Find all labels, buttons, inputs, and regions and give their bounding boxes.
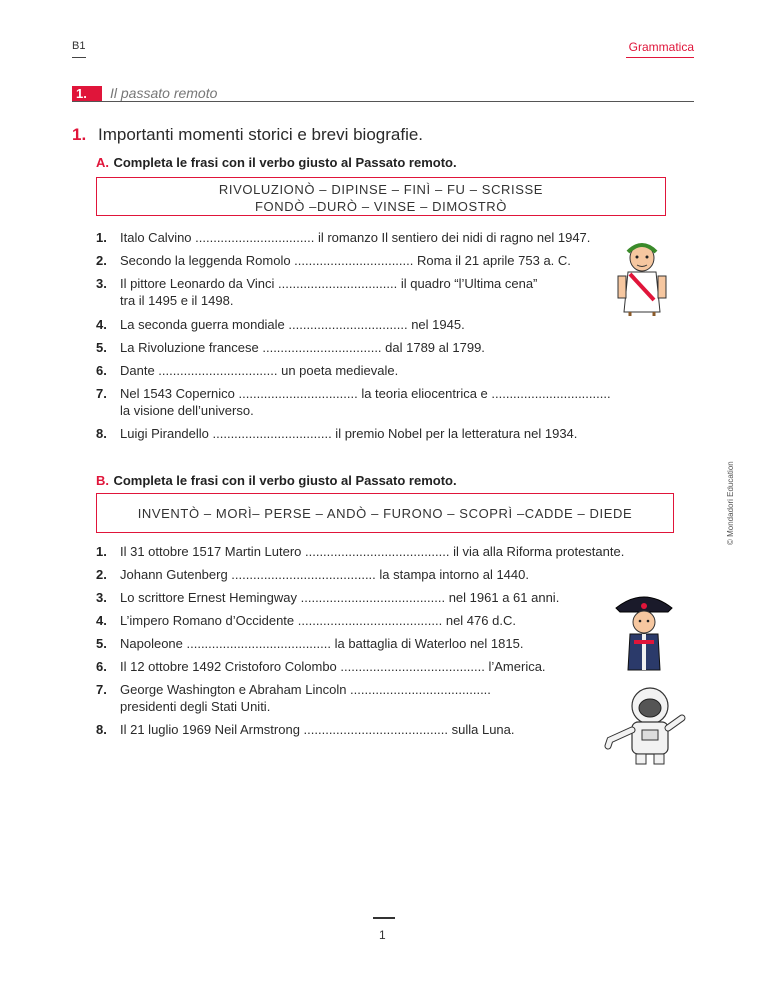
item-number: 8. (96, 722, 107, 737)
list-item (96, 721, 686, 738)
list-item (96, 316, 686, 333)
item-text-continued: la visione dell’universo. (120, 403, 254, 418)
item-number: 3. (96, 590, 107, 605)
exercise-title: Importanti momenti storici e brevi biografie. (98, 125, 424, 144)
item-number: 6. (96, 363, 107, 378)
word-bank-b-line1: INVENTÒ – MORÌ– PERSE – ANDÒ – FURONO – SCOPRÌ –CADDE – DIEDE (137, 506, 633, 521)
item-text: Nel 1543 Copernico ................................. la teoria eliocentrica e ................................. (120, 386, 611, 401)
level-underline (72, 57, 86, 58)
list-item (96, 362, 686, 379)
item-text: Il 21 luglio 1969 Neil Armstrong ........................................ sulla Luna. (120, 722, 515, 737)
item-text: Luigi Pirandello ................................. il premio Nobel per la letteratura nel 1934. (120, 426, 578, 441)
item-number: 1. (96, 230, 107, 245)
item-number: 5. (96, 340, 107, 355)
item-number: 2. (96, 567, 107, 582)
item-text-continued: tra il 1495 e il 1498. (120, 293, 234, 308)
item-text: George Washington e Abraham Lincoln ....................................... (120, 682, 491, 697)
list-item (96, 229, 686, 246)
item-text: Johann Gutenberg ........................................ la stampa intorno al 1440. (120, 567, 529, 582)
word-bank-a-line1: RIVOLUZIONÒ – DIPINSE – FINÌ – FU – SCRISSE (218, 182, 544, 197)
list-item (96, 252, 686, 269)
item-text: La Rivoluzione francese ................................. dal 1789 al 1799. (120, 340, 485, 355)
napoleon-illustration (612, 590, 676, 674)
item-text: Il 12 ottobre 1492 Cristoforo Colombo ........................................ l’America. (120, 659, 546, 674)
item-text: L’impero Romano d’Occidente ........................................ nel 476 d.C. (120, 613, 516, 628)
item-number: 7. (96, 386, 107, 401)
item-text: Il 31 ottobre 1517 Martin Lutero ........................................ il via alla Riforma protestante. (120, 544, 625, 559)
item-text: Dante ................................. un poeta medievale. (120, 363, 399, 378)
item-text: Lo scrittore Ernest Hemingway ........................................ nel 1961 a 61 anni. (120, 590, 560, 605)
unit-number-badge: 1. (72, 86, 102, 102)
roman-emperor-illustration (600, 240, 684, 318)
item-text: La seconda guerra mondiale ................................. nel 1945. (120, 317, 465, 332)
list-item (96, 543, 686, 560)
item-number: 4. (96, 613, 107, 628)
exercise-number: 1. (72, 125, 87, 144)
unit-divider (72, 101, 694, 102)
list-item (96, 658, 686, 675)
item-text: Secondo la leggenda Romolo ................................. Roma il 21 aprile 753 a. C. (120, 253, 571, 268)
list-item (96, 566, 686, 583)
item-text: Il pittore Leonardo da Vinci ................................. il quadro “l’Ultima cena” (120, 276, 538, 291)
level-label: B1 (72, 40, 86, 52)
item-number: 1. (96, 544, 107, 559)
section-b-title: Completa le frasi con il verbo giusto al Passato remoto. (113, 473, 457, 488)
section-a-heading (96, 154, 457, 172)
section-a-title: Completa le frasi con il verbo giusto al Passato remoto. (113, 155, 457, 170)
list-item (96, 275, 606, 309)
item-text-continued: presidenti degli Stati Uniti. (120, 699, 271, 714)
list-item (96, 635, 686, 652)
section-b-letter: B. (96, 473, 109, 488)
section-a-letter: A. (96, 155, 109, 170)
word-bank-a-line2: FONDÒ –DURÒ – VINSE – DIMOSTRÒ (254, 199, 508, 214)
item-number: 3. (96, 276, 107, 291)
astronaut-illustration (600, 682, 692, 766)
item-number: 7. (96, 682, 107, 697)
unit-title: Il passato remoto (110, 85, 218, 101)
section-b-heading (96, 472, 457, 490)
item-number: 4. (96, 317, 107, 332)
list-item (96, 425, 686, 442)
item-number: 5. (96, 636, 107, 651)
list-item (96, 681, 576, 715)
word-bank-a (96, 177, 666, 216)
item-number: 2. (96, 253, 107, 268)
list-item (96, 339, 686, 356)
item-text: Napoleone ........................................ la battaglia di Waterloo nel 1815. (120, 636, 524, 651)
page-number: 1 (379, 928, 386, 942)
word-bank-b (96, 493, 674, 533)
list-item (96, 589, 686, 606)
copyright-credit: © Mondadori Education (726, 461, 735, 545)
list-item (96, 385, 686, 419)
footer-divider (373, 917, 395, 919)
category-label: Grammatica (628, 40, 694, 54)
item-number: 8. (96, 426, 107, 441)
item-number: 6. (96, 659, 107, 674)
item-text: Italo Calvino ................................. il romanzo Il sentiero dei nidi di ragno nel 1947. (120, 230, 591, 245)
list-item (96, 612, 686, 629)
category-underline (626, 57, 694, 58)
